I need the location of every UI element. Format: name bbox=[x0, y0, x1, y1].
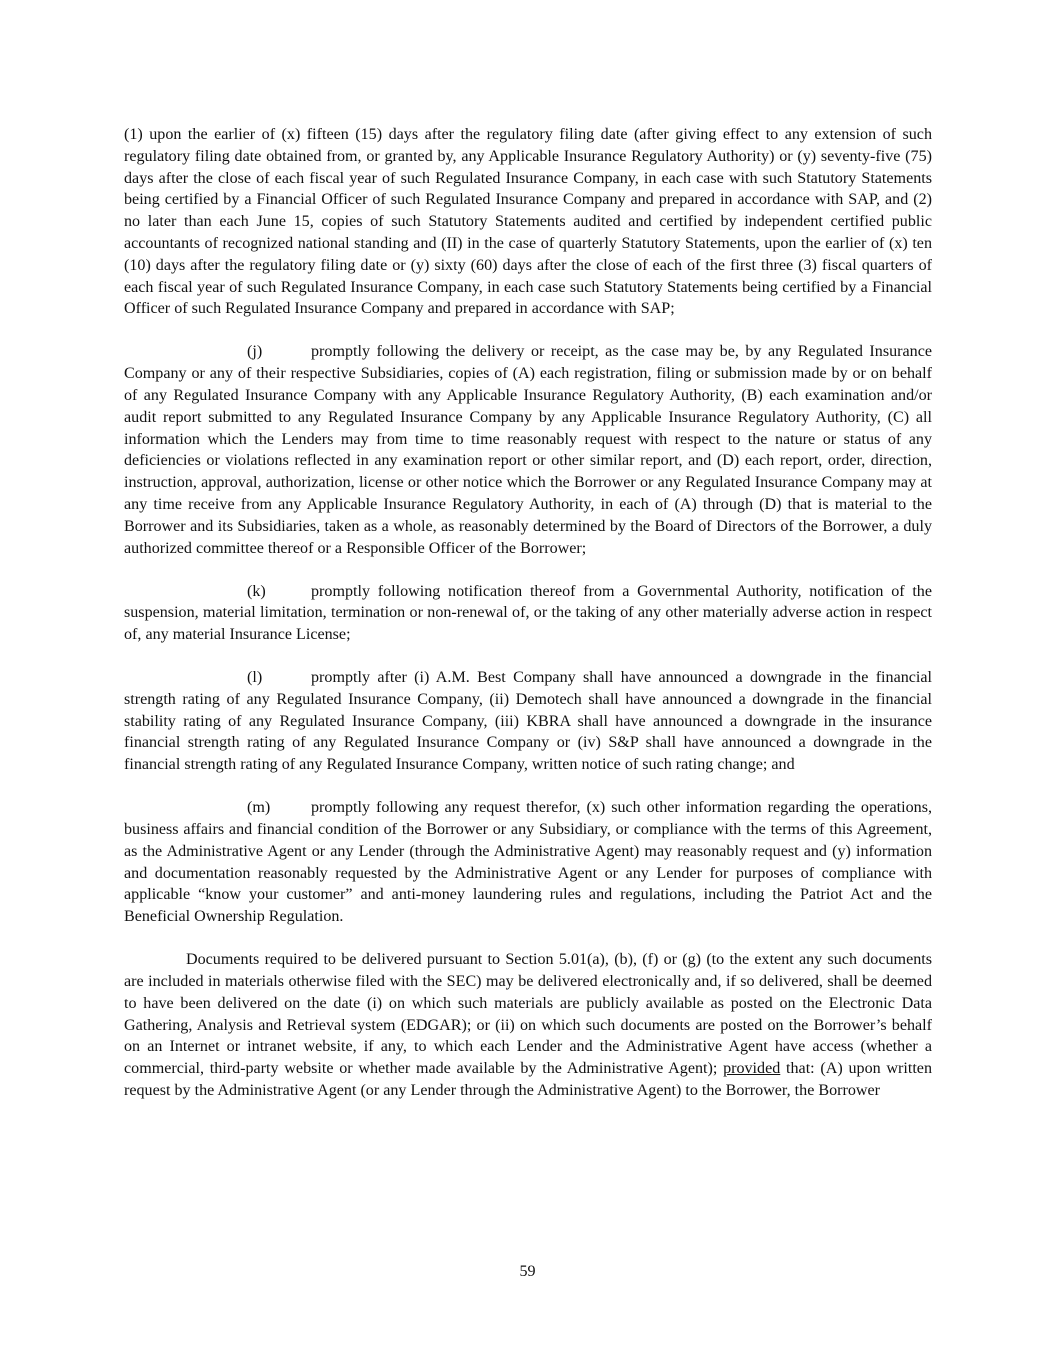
paragraph-text-after: that: (A) upon written request by the Administrative Agent (or any Lender through the Administrative Agent) to the Borrower, the Borrower bbox=[124, 1060, 932, 1100]
underlined-provided: provided bbox=[723, 1060, 781, 1078]
clause-text: promptly following any request therefor, (x) such other information regarding the operations, business affairs and financial condition of the Borrower or any Subsidiary, or compliance with the terms of this Agreement, as the Administrative Agent or any Lender (through the Administrative Agent) may reasonably request and (y) information and documentation reasonably requested by the Administrative Agent or any Lender for purposes of compliance with applicable “know your customer” and anti-money laundering rules and regulations, including the Patriot Act and the Beneficial Ownership Regulation. bbox=[124, 799, 932, 926]
clause-label: (l) bbox=[247, 669, 263, 687]
clause-text: promptly following the delivery or receipt, as the case may be, by any Regulated Insurance Company or any of their respective Subsidiaries, copies of (A) each registration, filing or submission made by or on behalf of any Regulated Insurance Company with any Applicable Insurance Regulatory Authority, (B) each examination and/or audit report submitted to any Regulated Insurance Company by any Applicable Insurance Regulatory Authority, (C) all information which the Lenders may from time to time reasonably request with respect to the nature or status of any deficiencies or violations reflected in any examination report or other similar report, and (D) each report, order, direction, instruction, approval, authorization, license or other notice which the Borrower or any Regulated Insurance Company may at any time receive from any Applicable Insurance Regulatory Authority, in each of (A) through (D) that is material to the Borrower and its Subsidiaries, taken as a whole, as reasonably determined by the Board of Directors of the Borrower, a duly authorized committee thereof or a Responsible Officer of the Borrower; bbox=[124, 343, 932, 557]
clause-l bbox=[124, 667, 932, 776]
clause-k bbox=[124, 581, 932, 646]
page-number: 59 bbox=[519, 1263, 536, 1280]
clause-j bbox=[124, 341, 932, 559]
paragraph-electronic-delivery bbox=[124, 949, 932, 1102]
clause-text: promptly after (i) A.M. Best Company shall have announced a downgrade in the financial strength rating of any Regulated Insurance Company, (ii) Demotech shall have announced a downgrade in the financial stability rating of any Regulated Insurance Company, (iii) KBRA shall have announced a downgrade in the insurance financial strength rating of any Regulated Insurance Company or (iv) S&P shall have announced a downgrade in the financial strength rating of any Regulated Insurance Company, written notice of such rating change; and bbox=[124, 669, 932, 774]
clause-label: (m) bbox=[247, 799, 271, 817]
document-body bbox=[124, 124, 932, 1102]
paragraph-statutory-statements: (1) upon the earlier of (x) fifteen (15) days after the regulatory filing date (after giving effect to any extension of such regulatory filing date obtained from, or granted by, any Applicable Insurance Regulatory Authority) or (y) seventy-five (75) days after the close of each fiscal year of such Regulated Insurance Company, in each case with such Statutory Statements being certified by a Financial Officer of such Regulated Insurance Company and prepared in accordance with SAP, and (2) no later than each June 15, copies of such Statutory Statements audited and certified by independent certified public accountants of recognized national standing and (II) in the case of quarterly Statutory Statements, upon the earlier of (x) ten (10) days after the regulatory filing date or (y) sixty (60) days after the close of each of the first three (3) fiscal quarters of each fiscal year of such Regulated Insurance Company, in each case such Statutory Statements being certified by a Financial Officer of such Regulated Insurance Company and prepared in accordance with SAP; bbox=[124, 126, 932, 318]
clause-label: (k) bbox=[247, 582, 266, 600]
paragraph-text-before: Documents required to be delivered pursuant to Section 5.01(a), (b), (f) or (g) (to the extent any such documents are included in materials otherwise filed with the SEC) may be delivered electronically and, if so delivered, shall be deemed to have been delivered on the date (i) on which such materials are publicly available as posted on the Electronic Data Gathering, Analysis and Retrieval system (EDGAR); or (ii) on which such documents are posted on the Borrower’s behalf on an Internet or intranet website, if any, to which each Lender and the Administrative Agent have access (whether a commercial, third-party website or whether made available by the Administrative Agent); bbox=[124, 951, 932, 1078]
clause-label: (j) bbox=[247, 343, 263, 361]
clause-m bbox=[124, 797, 932, 928]
clause-text: promptly following notification thereof from a Governmental Authority, notification of the suspension, material limitation, termination or non-renewal of, or the taking of any other materially adverse action in respect of, any material Insurance License; bbox=[124, 582, 932, 644]
